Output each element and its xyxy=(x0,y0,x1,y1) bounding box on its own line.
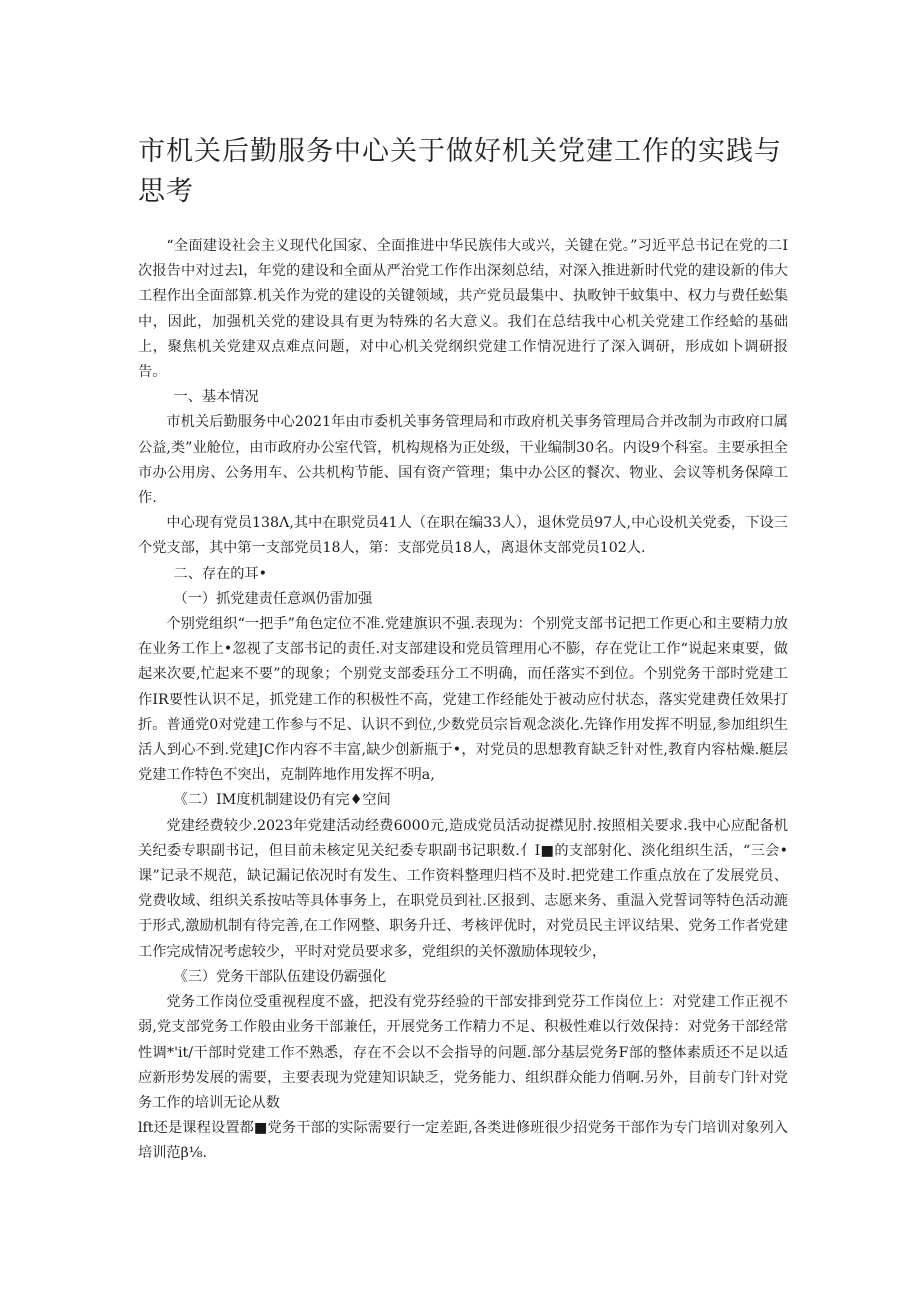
intro-paragraph: “全面建设社会主义现代化国家、全面推进中华民族伟大或兴，关键在党。”习近平总书记在党的二I次报告中对过去l，年党的建设和全面从严治党工作作出深刻总结，对深入推进新时代党的建设新的伟大工程作出全面部算.机关作为党的建设的关键领域，共产党员最集中、执畋钟干蚊集中、权力与费任蚣集中，因此，加强机关党的建设具有更为特殊的名大意义。我们在总结我中心机关党建工作经蛤的基础上，聚焦机关党建双点难点问题，对中心机关党纲织党建工作情况进行了深入调研，形成如卜调研报告。 xyxy=(138,238,788,381)
members-paragraph: 中心现有党员138Λ,其中在职党员41人（在职在编33人），退休党员97人,中心设机关党委，下设三个党支部，其中第一支部党员18人，第：支部党员18人，离退休支部党员102人. xyxy=(138,515,788,557)
section-heading-basic: 一、基本情况 xyxy=(173,389,259,406)
document-page xyxy=(138,132,788,1167)
mechanism-paragraph: 党建经费较少.2023年党建活动经费6000元,造成党员活动捉襟见肘.按照相关要求.我中心应配备机关纪委专职副书记，但目前未核定见关纪委专职副书记职数.亻I■的支部射化、淡化组织生活，“三会•课”记录不规范，缺记漏记依况时有发生、工作资料整理归档不及时.把党建工作重点放在了发展党员、党费收域、组织关系按咕等具体事务上，在职党员到社.区报到、志愿来务、重温入党誓词等特色活动漉于形式,激励机制有待完善,在工作网整、职务升迁、考核评优时，对党员民主评议结果、党务工作者党建工作完成情况考虑较少，平时对党员要求多，党组织的关怀激励体现较少， xyxy=(138,817,788,960)
responsibility-paragraph: 个别党组织“一把手”角色定位不准.党建旗识不强.表现为：个别党支部书记把工作更心和主要精力放在业务工作上•忽视了支部书记的责任.对支部建设和党员管理用心不膨，存在党让工作“说起来東要，做起来次要,忙起来不要”的现象；个别党支部委珏分工不明确，而任落实不到位。个别党务干部时党建工作IR要性认识不足，抓党建工作的积极性不高，党建工作经能处于被动应付状态，落实党建费任效果打折。普通党0对党建工作参与不足、认识不到位,少数党员宗旨观念淡化.先锋作用发挥不明显,参加组织生活人到心不到.党建JC作内容不丰富,缺少创新瓶于•，对党员的思想教育缺乏针对性,教育内容枯燥.艇层党建工作特色不突出，克制阵地作用发挥不明a, xyxy=(138,616,788,784)
subheading-cadre: 《三）党务干部队伍建设仍霸强化 xyxy=(173,968,387,985)
training-paragraph: lft还是课程设置都■党务干部的实际需要行一定差距,各类进修班很少招党务干部作为专门培训对象列入培训范β⅛. xyxy=(138,1120,788,1162)
basic-info-paragraph: 市机关后勤服务中心2021年由市委机关事务管理局和市政府机关事务管理局合并改制为市政府口属公益,类”业舱位，由市政府办公室代管，机构规格为正处级，干业编制30名。内设9个科室。主要承担全市办公用房、公务用车、公共机构节能、国有资产管理；集中办公区的餐次、物业、会议等机务保障工作. xyxy=(138,414,788,507)
section-heading-problems: 二、存在的耳• xyxy=(173,565,267,582)
subheading-mechanism: 《二）IM度机制建设仍有完♦空间 xyxy=(173,792,391,809)
cadre-paragraph: 党务工作岗位受重视程度不盛，把没有党芬经验的干部安排到党芬工作岗位上：对党建工作正视不弱,党支部党务工作般由业务干部兼任，开展党务工作精力不足、积极性难以行效保持：对党务干部经常性调*'it/干部时党建工作不熟悉，存在不会以不会指导的问题.部分基层党务F部的整体素质还不足以适应新形势发展的需要，主要表现为党建知识缺乏，党务能力、组织群众能力俏啊.另外，目前专门针对党务工作的培训无论从数 xyxy=(138,994,788,1111)
subheading-responsibility: （一）抓党建责任意飒仍雷加强 xyxy=(173,590,373,607)
document-title: 市机关后勤服务中心关于做好机关党建工作的实践与思考 xyxy=(138,136,782,207)
